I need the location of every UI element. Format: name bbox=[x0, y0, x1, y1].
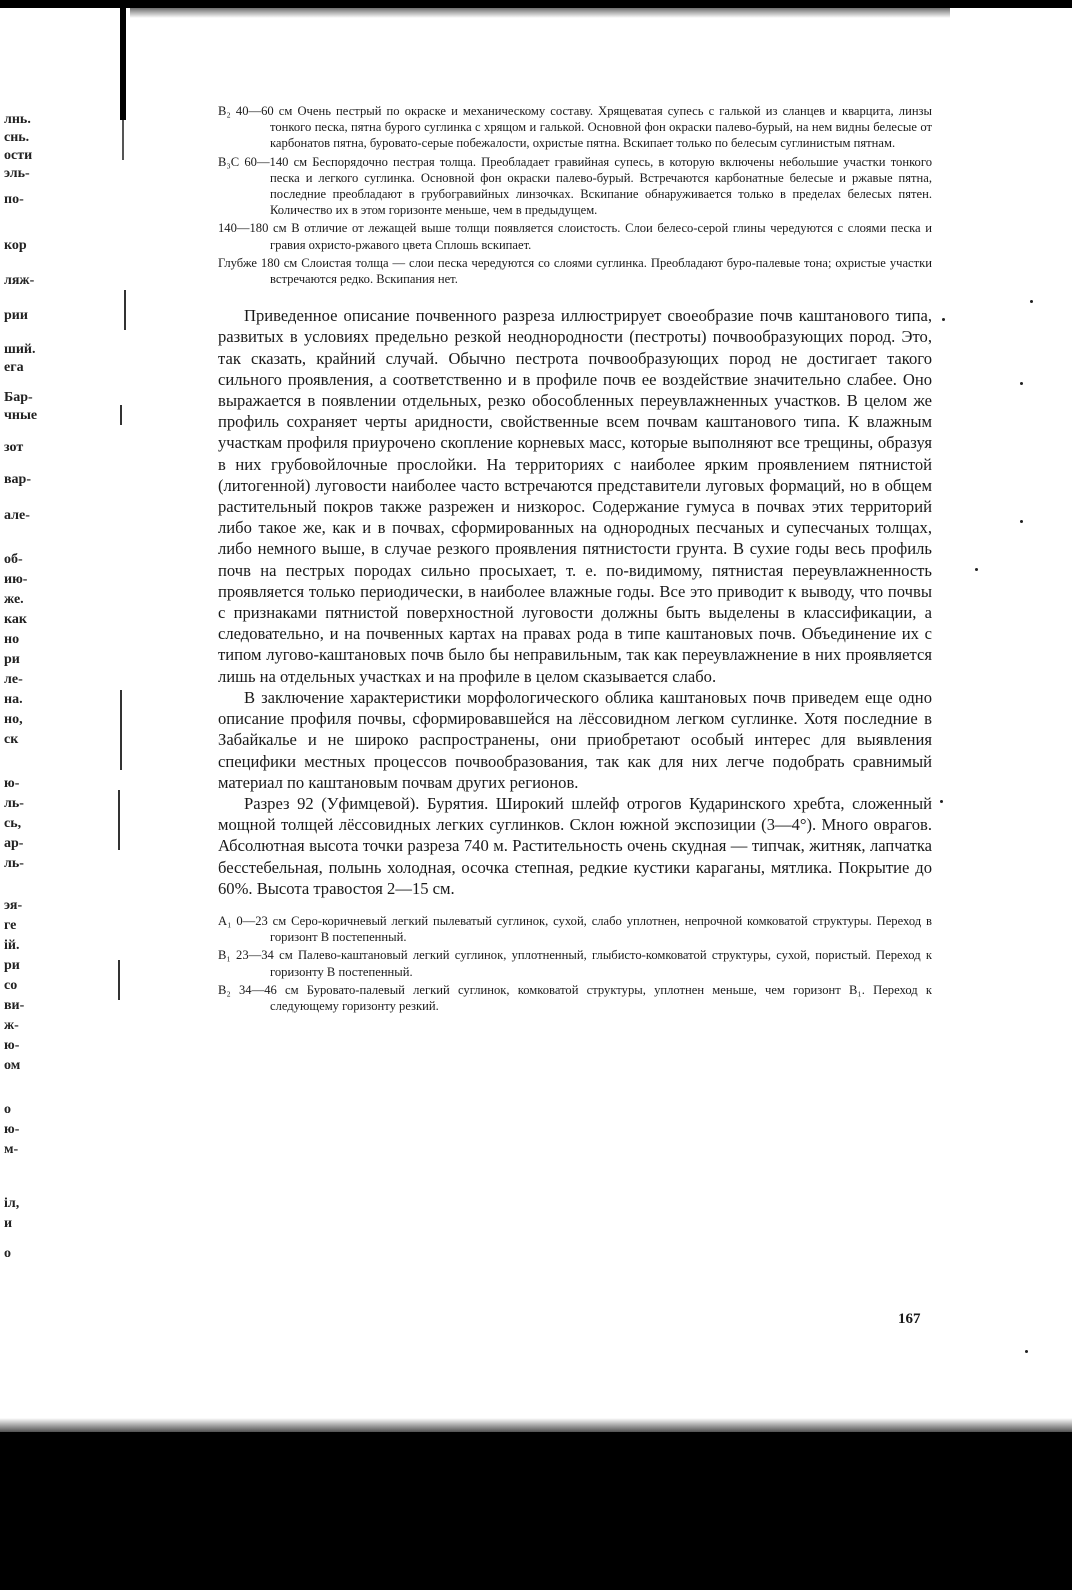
scan-smudge bbox=[120, 405, 122, 425]
horizon-description: B₂ 40—60 см Очень пестрый по окраске и механическому составу. Хрящеватая супесь с галькой из сланцев и кварцита, линзы тонкого песка, пятна бурого суглинка с хрящом и галькой. Основной фон окраски палево-бурый, на нем видны белесые от карбонатов пятна, буровато-серые побежалости, охристые пятна. Вскипает только по белесым суглинистым пятнам. bbox=[218, 104, 932, 151]
scan-smudge bbox=[120, 690, 122, 770]
body-paragraph: В заключение характеристики морфологического облика каштановых почв приведем еще одно описание профиля почвы, сформировавшейся на лёссовидном легком суглинке. Хотя последние в Забайкалье и не широко распространены, они приобретают особый интерес для выявления специфики местных процессов почвообразования, так как для них легче подобрать сравнимый материал по каштановым почвам других регионов. bbox=[218, 687, 932, 792]
margin-fragment: ій. bbox=[4, 938, 20, 953]
margin-fragment: ости bbox=[4, 148, 33, 163]
scan-speck bbox=[1025, 1350, 1028, 1353]
scan-shadow-top bbox=[130, 8, 950, 18]
margin-fragment: ви- bbox=[4, 998, 25, 1013]
margin-fragment: по- bbox=[4, 192, 24, 207]
margin-fragment: ль- bbox=[4, 796, 24, 811]
scan-frame-bottom bbox=[0, 1432, 1072, 1590]
margin-fragment: снь. bbox=[4, 130, 30, 145]
margin-fragment: как bbox=[4, 612, 27, 627]
horizon-list-top bbox=[218, 103, 932, 287]
margin-fragment: ри bbox=[4, 652, 20, 667]
margin-fragment: ле- bbox=[4, 672, 23, 687]
margin-fragment: и bbox=[4, 1216, 13, 1231]
margin-fragment: ию- bbox=[4, 572, 28, 587]
margin-fragment: зот bbox=[4, 440, 24, 455]
margin-fragment: же. bbox=[4, 592, 24, 607]
margin-fragment: рии bbox=[4, 308, 28, 323]
margin-fragment: ю- bbox=[4, 776, 20, 791]
scan-speck bbox=[1020, 520, 1023, 523]
body-text bbox=[218, 305, 932, 899]
book-spine bbox=[120, 0, 126, 120]
margin-fragment: ск bbox=[4, 732, 19, 747]
scan-speck bbox=[1030, 300, 1033, 303]
margin-fragment: ю- bbox=[4, 1122, 20, 1137]
page-number: 167 bbox=[898, 1311, 921, 1327]
margin-fragment: ге bbox=[4, 918, 17, 933]
margin-fragment: о bbox=[4, 1102, 11, 1117]
margin-fragment: Бар- bbox=[4, 390, 33, 405]
margin-fragment: вар- bbox=[4, 472, 32, 487]
margin-fragment: о bbox=[4, 1246, 11, 1261]
margin-fragment: со bbox=[4, 978, 18, 993]
margin-fragment: але- bbox=[4, 508, 30, 523]
body-paragraph: Разрез 92 (Уфимцевой). Бурятия. Широкий шлейф отрогов Кударинского хребта, сложенный мощной толщей лёссовидных легких суглинков. Склон южной экспозиции (3—4°). Много оврагов. Абсолютная высота точки разреза 740 м. Растительность очень скудная — типчак, житняк, лапчатка бесстебельная, полынь холодная, осочка степная, редкие кустики караганы, мятлика. Покрытие до 60%. Высота травостоя 2—15 см. bbox=[218, 793, 932, 898]
margin-fragment: кор bbox=[4, 238, 27, 253]
margin-fragment: лнь. bbox=[4, 112, 31, 127]
margin-fragment: ляж- bbox=[4, 273, 35, 288]
scan-smudge bbox=[124, 290, 126, 330]
margin-fragment: ю- bbox=[4, 1038, 20, 1053]
horizon-description: B₁ 23—34 см Палево-каштановый легкий суглинок, уплотненный, глыбисто-комковатой структуры, сухой, пористый. Переход к горизонту B постепенный. bbox=[218, 948, 932, 979]
horizon-description: Глубже 180 см Слоистая толща — слои песка чередуются со слоями суглинка. Преобладают буро-палевые тона; охристые участки встречаются редко. Вскипания нет. bbox=[218, 255, 932, 287]
horizon-list-bottom bbox=[218, 913, 932, 1014]
opposite-page-margin bbox=[4, 100, 64, 1400]
horizon-description: B₃C 60—140 см Беспорядочно пестрая толща. Преобладает гравийная супесь, в которую включены небольшие участки тонкого песка и легкого суглинка. Основной фон окраски палево-бурый. Встречаются карбонатные белесые и ржавые пятна, последние преобладают в грубогравийных линзочках. Вскипание обнаруживается только в пределах белесых пятен. Количество их в этом горизонте меньше, чем в предыдущем. bbox=[218, 154, 932, 218]
margin-fragment: об- bbox=[4, 552, 23, 567]
scan-speck bbox=[1020, 382, 1023, 385]
horizon-description: A₁ 0—23 см Серо-коричневый легкий пылеватый суглинок, сухой, слабо уплотнен, непрочной комковатой структуры. Переход в горизонт B постепенный. bbox=[218, 913, 932, 945]
margin-fragment: сь, bbox=[4, 816, 22, 831]
margin-fragment: ший. bbox=[4, 342, 36, 357]
horizon-description: B₂ 34—46 см Буровато-палевый легкий суглинок, комковатой структуры, уплотнен меньше, чем горизонт B₁. Переход к следующему горизонту резкий. bbox=[218, 982, 932, 1013]
margin-fragment: м- bbox=[4, 1142, 19, 1157]
scan-speck bbox=[942, 318, 945, 321]
margin-fragment: эя- bbox=[4, 898, 23, 913]
margin-fragment: чные bbox=[4, 408, 38, 423]
margin-fragment: но bbox=[4, 632, 20, 647]
scan-smudge bbox=[118, 960, 120, 1000]
margin-fragment: ри bbox=[4, 958, 20, 973]
body-paragraph: Приведенное описание почвенного разреза иллюстрирует своеобразие почв каштанового типа, развитых в условиях предельно резкой неоднородности (пестроты) почвообразующих пород. Это, так сказать, крайний случай. Обычно пестрота почвообразующих пород не достигает такого сильного проявления, а соответственно и в профиле почв ее воздействие значительно слабее. Оно выражается в появлении отдельных, резко обособленных переувлажненных участков. В целом же профиль сохраняет черты аридности, свойственные всем почвам каштанового типа. К влажным участкам профиля приурочено скопление корневых масс, которые выполняют все трещины, образуя в них грубовойлочные прослойки. На территориях с наиболее ярким проявлением пятнистой (литогенной) луговости наиболее часто встречаются представители луговых формаций, но в общем растительный покров также разрежен и низкорос. Содержание гумуса в почвах этих территорий либо такое же, как и в почвах, сформированных на однородных песчаных и супесчаных толщах, либо немного выше, в случае резкого проявления пятнистости грунта. В сухие годы весь профиль почв на пестрых породах сильно просыхает, т. е. по-видимому, пятнистая переувлажненность проявляется только периодически, в наиболее влажные годы. Все это приводит к выводу, что почвы с признаками пятнистой поверхностной луговости должны быть выделены в классификации, а следовательно, и на почвенных картах на правах рода в типе каштановых почв. Объединение их с типом лугово-каштановых почв было бы неправильным, так как переувлажнение в них проявляется лишь на отдельных участках и на профиле в целом сказывается слабо. bbox=[218, 306, 932, 686]
margin-fragment: эль- bbox=[4, 166, 30, 181]
scan-frame-top bbox=[0, 0, 1072, 8]
margin-fragment: ль- bbox=[4, 856, 24, 871]
scan-smudge bbox=[118, 790, 120, 850]
margin-fragment: на. bbox=[4, 692, 23, 707]
book-spine-shadow bbox=[122, 120, 124, 160]
page-content bbox=[218, 103, 932, 1016]
margin-fragment: іл, bbox=[4, 1196, 20, 1211]
margin-fragment: ж- bbox=[4, 1018, 19, 1033]
horizon-description: 140—180 см В отличие от лежащей выше толщи появляется слоистость. Слои белесо-серой глины чередуются с слоями песка и гравия охристо-ржавого цвета Сплошь вскипает. bbox=[218, 221, 932, 252]
margin-fragment: ега bbox=[4, 360, 24, 375]
margin-fragment: ом bbox=[4, 1058, 21, 1073]
margin-fragment: но, bbox=[4, 712, 23, 727]
scan-speck bbox=[975, 568, 978, 571]
scan-speck bbox=[940, 800, 943, 803]
margin-fragment: ар- bbox=[4, 836, 24, 851]
